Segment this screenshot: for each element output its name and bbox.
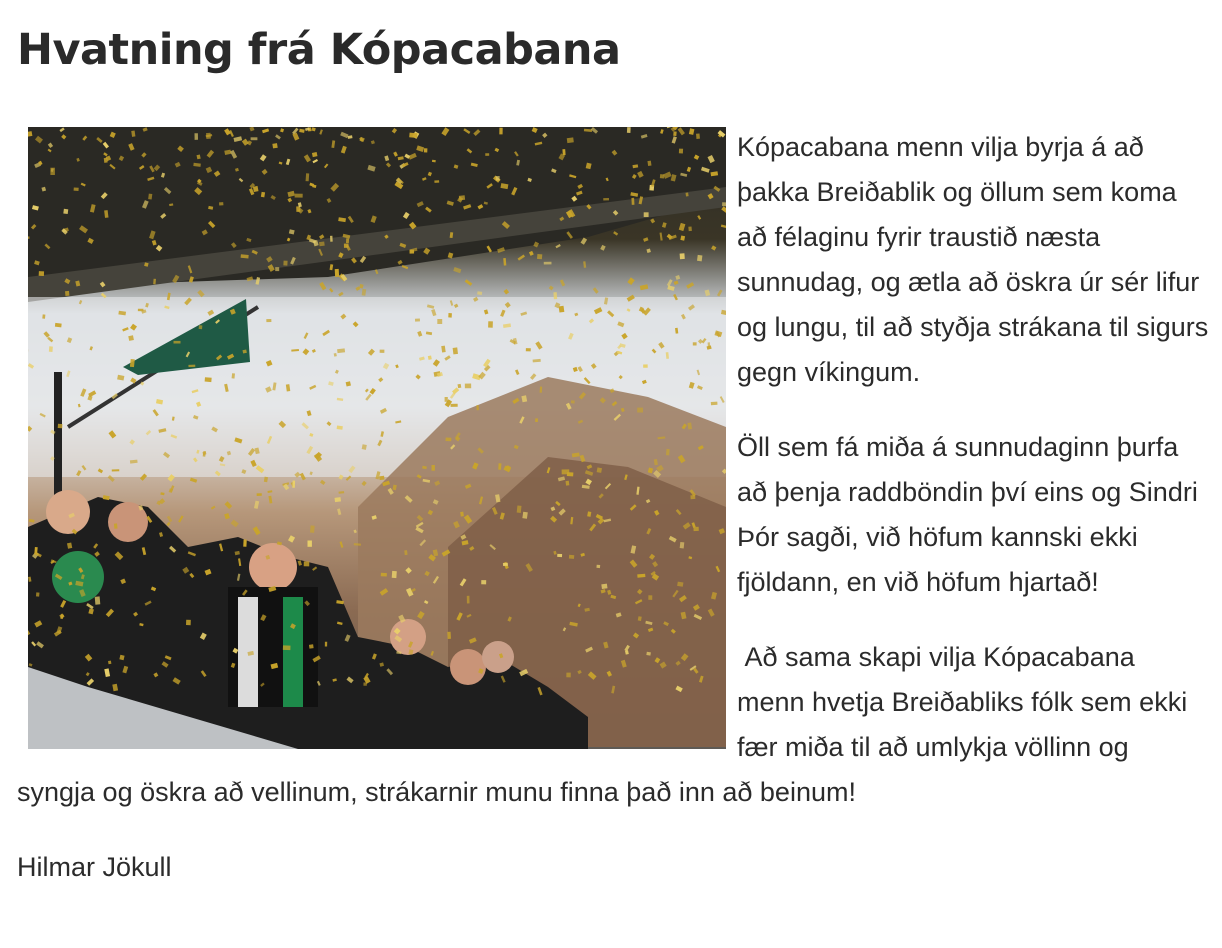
article-body	[17, 125, 1209, 890]
confetti-piece	[467, 596, 470, 604]
confetti-piece	[566, 481, 570, 486]
confetti-piece	[667, 279, 673, 286]
confetti-piece	[283, 261, 287, 266]
confetti-piece	[697, 215, 701, 220]
confetti-piece	[29, 519, 35, 523]
confetti-piece	[481, 580, 486, 584]
confetti-piece	[197, 290, 204, 298]
confetti-piece	[526, 348, 531, 351]
confetti-piece	[559, 306, 565, 313]
photo-illustration	[28, 127, 726, 749]
confetti-piece	[640, 284, 649, 290]
confetti-piece	[308, 541, 312, 547]
confetti-piece	[380, 350, 385, 353]
confetti-piece	[648, 595, 652, 600]
confetti-piece	[231, 520, 239, 528]
confetti-piece	[680, 253, 685, 259]
confetti-piece	[459, 195, 465, 200]
confetti-piece	[253, 526, 261, 535]
confetti-piece	[409, 133, 417, 138]
confetti-piece	[583, 261, 586, 268]
confetti-piece	[596, 565, 600, 568]
confetti-piece	[319, 282, 326, 290]
confetti-piece	[499, 128, 502, 135]
confetti-piece	[650, 218, 655, 223]
confetti-piece	[465, 384, 471, 389]
confetti-piece	[690, 495, 695, 499]
confetti-piece	[557, 554, 562, 557]
confetti-piece	[402, 265, 408, 269]
confetti-piece	[662, 222, 667, 228]
confetti-piece	[522, 512, 527, 519]
confetti-piece	[362, 289, 367, 296]
confetti-piece	[268, 496, 272, 504]
confetti-piece	[518, 255, 525, 261]
confetti-piece	[562, 149, 565, 155]
confetti-piece	[711, 245, 716, 250]
confetti-piece	[644, 212, 649, 217]
confetti-piece	[288, 535, 295, 542]
confetti-piece	[306, 173, 310, 181]
confetti-piece	[266, 319, 271, 322]
confetti-piece	[39, 271, 44, 276]
confetti-piece	[535, 418, 538, 422]
confetti-piece	[453, 267, 461, 273]
confetti-piece	[254, 501, 259, 509]
confetti-piece	[257, 493, 262, 496]
confetti-piece	[631, 198, 634, 205]
confetti-piece	[320, 480, 325, 485]
confetti-piece	[104, 158, 108, 163]
confetti-piece	[646, 249, 650, 254]
paragraph-1: Kópacabana menn vilja byrja á að þakka Breiðablik og öllum sem koma að félaginu fyrir traustið næsta sunnudag, og ætla að öskra úr sér lifur og lungu, til að styðja strákana til sigurs gegn víkingum.	[737, 132, 1209, 387]
confetti-piece	[49, 346, 53, 352]
confetti-piece	[643, 364, 648, 367]
confetti-piece	[593, 287, 599, 293]
confetti-piece	[451, 404, 458, 407]
confetti-piece	[485, 153, 489, 156]
confetti-piece	[667, 285, 674, 291]
confetti-piece	[58, 424, 63, 429]
confetti-piece	[335, 497, 341, 502]
confetti-piece	[717, 289, 723, 296]
confetti-piece	[721, 225, 726, 229]
confetti-piece	[537, 254, 542, 259]
confetti-piece	[679, 223, 686, 231]
confetti-piece	[379, 476, 384, 480]
confetti-piece	[264, 477, 268, 483]
confetti-piece	[319, 242, 325, 247]
confetti-piece	[693, 527, 698, 531]
confetti-piece	[160, 492, 164, 495]
confetti-piece	[457, 384, 461, 388]
confetti-piece	[74, 187, 79, 191]
confetti-piece	[243, 539, 247, 546]
confetti-piece	[50, 168, 55, 175]
confetti-piece	[447, 632, 451, 639]
confetti-piece	[174, 341, 181, 344]
confetti-piece	[696, 134, 700, 139]
confetti-piece	[241, 254, 249, 258]
confetti-piece	[346, 238, 349, 243]
confetti-piece	[432, 160, 436, 163]
confetti-piece	[36, 592, 40, 596]
confetti-piece	[560, 279, 565, 286]
confetti-piece	[130, 359, 135, 367]
confetti-piece	[375, 269, 379, 274]
confetti-piece	[167, 516, 172, 523]
confetti-piece	[627, 277, 634, 285]
confetti-piece	[362, 444, 367, 450]
confetti-piece	[477, 291, 482, 295]
confetti-piece	[503, 563, 508, 566]
confetti-piece	[697, 255, 702, 261]
confetti-piece	[63, 209, 68, 214]
confetti-piece	[686, 282, 694, 289]
confetti-piece	[675, 275, 680, 280]
confetti-piece	[275, 267, 279, 271]
confetti-piece	[453, 347, 458, 354]
confetti-piece	[504, 289, 510, 295]
confetti-piece	[446, 438, 452, 442]
confetti-piece	[569, 555, 574, 559]
confetti-piece	[627, 127, 631, 133]
fan-head	[249, 543, 297, 591]
confetti-piece	[186, 620, 191, 625]
confetti-piece	[679, 149, 683, 154]
confetti-piece	[211, 506, 216, 510]
confetti-piece	[498, 463, 501, 470]
confetti-piece	[465, 279, 473, 286]
confetti-piece	[597, 467, 602, 473]
confetti-piece	[432, 465, 435, 471]
confetti-piece	[613, 231, 618, 236]
fan-head	[46, 490, 90, 534]
confetti-piece	[603, 198, 609, 200]
confetti-piece	[437, 319, 442, 324]
confetti-piece	[674, 280, 679, 285]
confetti-piece	[711, 402, 718, 406]
confetti-piece	[496, 176, 500, 181]
confetti-piece	[28, 236, 30, 239]
confetti-piece	[272, 143, 277, 148]
confetti-piece	[553, 292, 557, 299]
confetti-piece	[339, 491, 345, 494]
confetti-piece	[646, 652, 651, 656]
confetti-piece	[114, 523, 118, 528]
confetti-piece	[381, 573, 387, 577]
confetti-piece	[693, 342, 697, 345]
confetti-piece	[688, 227, 692, 232]
confetti-piece	[392, 571, 397, 578]
confetti-piece	[562, 469, 570, 474]
confetti-piece	[153, 279, 156, 285]
confetti-piece	[251, 137, 258, 140]
confetti-piece	[353, 530, 357, 534]
confetti-piece	[199, 325, 203, 329]
confetti-piece	[330, 236, 333, 242]
confetti-piece	[359, 284, 363, 289]
confetti-piece	[108, 661, 111, 665]
confetti-piece	[335, 269, 339, 277]
confetti-piece	[329, 288, 333, 293]
confetti-piece	[219, 202, 223, 205]
confetti-piece	[637, 574, 645, 578]
fan-head	[482, 641, 514, 673]
article-photo	[28, 127, 726, 749]
confetti-piece	[224, 501, 232, 509]
confetti-piece	[448, 313, 452, 318]
confetti-piece	[205, 377, 212, 382]
confetti-piece	[434, 180, 439, 183]
confetti-piece	[686, 193, 689, 197]
confetti-piece	[128, 335, 134, 341]
confetti-piece	[224, 513, 230, 519]
confetti-piece	[549, 286, 554, 291]
confetti-piece	[722, 202, 726, 206]
confetti-piece	[95, 596, 101, 604]
confetti-piece	[338, 292, 343, 297]
confetti-piece	[601, 584, 607, 589]
confetti-piece	[190, 478, 197, 483]
confetti-piece	[304, 561, 310, 566]
confetti-piece	[283, 645, 291, 650]
confetti-piece	[566, 673, 570, 678]
confetti-piece	[178, 515, 183, 522]
confetti-piece	[476, 405, 478, 410]
confetti-piece	[680, 542, 685, 548]
confetti-piece	[445, 397, 448, 402]
confetti-piece	[660, 233, 663, 241]
signature: Hilmar Jökull	[17, 852, 172, 882]
confetti-piece	[337, 508, 341, 515]
confetti-piece	[65, 291, 69, 296]
confetti-piece	[643, 237, 648, 242]
confetti-piece	[424, 148, 428, 152]
confetti-piece	[188, 365, 195, 368]
confetti-piece	[340, 541, 344, 548]
confetti-piece	[42, 314, 45, 318]
confetti-piece	[253, 186, 259, 192]
confetti-piece	[637, 408, 643, 413]
fan-head	[390, 619, 426, 655]
confetti-piece	[571, 400, 575, 403]
confetti-piece	[292, 481, 295, 488]
confetti-piece	[540, 387, 543, 393]
confetti-piece	[361, 481, 366, 486]
fan-head	[450, 649, 486, 685]
article-title: Hvatning frá Kópacabana	[17, 25, 621, 75]
confetti-piece	[309, 644, 314, 648]
confetti-piece	[600, 245, 605, 251]
confetti-piece	[488, 321, 493, 327]
confetti-piece	[567, 137, 574, 143]
confetti-piece	[310, 525, 315, 533]
confetti-piece	[666, 449, 670, 456]
paragraph-3: Að sama skapi vilja Kópacabana menn hvetja Breiðabliks fólk sem ekki fær miða til að umlykja völlinn og syngja og öskra að vellinum, strákarnir munu finna það inn að beinum!	[17, 642, 1195, 807]
confetti-piece	[325, 642, 327, 647]
confetti-piece	[415, 319, 420, 322]
confetti-piece	[677, 582, 683, 587]
confetti-piece	[529, 251, 534, 256]
confetti-piece	[55, 323, 62, 327]
confetti-piece	[503, 258, 506, 266]
confetti-piece	[295, 194, 303, 198]
confetti-piece	[167, 522, 171, 526]
confetti-piece	[148, 194, 152, 200]
confetti-piece	[705, 290, 711, 297]
paragraph-2: Öll sem fá miða á sunnudaginn þurfa að þenja raddböndin því eins og Sindri Þór sagði, við höfum kannski ekki fjöldann, en við höfum hjartað!	[737, 432, 1198, 597]
confetti-piece	[647, 161, 651, 166]
confetti-piece	[267, 490, 272, 493]
confetti-piece	[112, 469, 120, 471]
confetti-piece	[673, 131, 676, 136]
confetti-piece	[195, 133, 199, 140]
green-scarf	[283, 597, 303, 707]
confetti-piece	[680, 235, 685, 240]
confetti-piece	[555, 244, 560, 248]
article	[17, 0, 1209, 920]
confetti-piece	[404, 550, 407, 555]
confetti-piece	[544, 262, 552, 265]
confetti-piece	[232, 373, 235, 378]
confetti-piece	[581, 237, 588, 244]
confetti-piece	[517, 505, 522, 512]
